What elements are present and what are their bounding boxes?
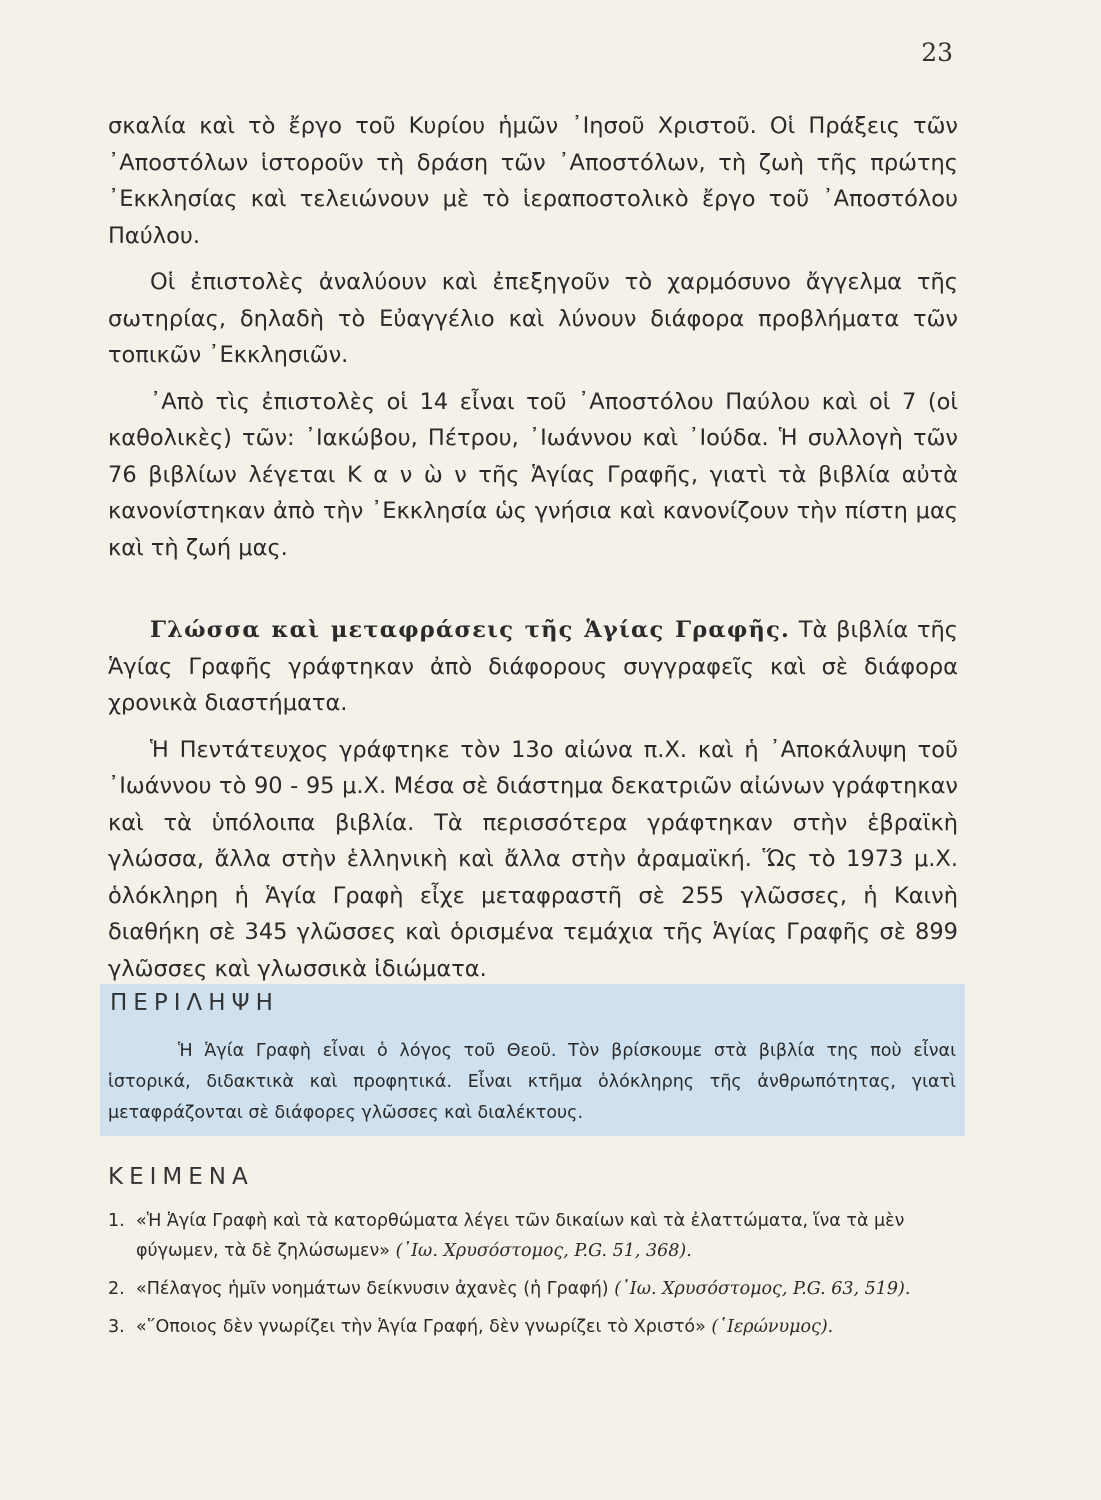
list-item bbox=[108, 1206, 966, 1266]
list-item-quote: «Πέλαγος ἡμῖν νοημάτων δείκνυσιν ἀχανὲς (ἡ Γραφή) bbox=[136, 1279, 609, 1299]
paragraph-languages bbox=[108, 612, 958, 722]
paragraph-languages-text: Τὰ βιβλία τῆς Ἁγίας Γραφῆς γράφτηκαν ἀπὸ διάφορους συγγραφεῖς καὶ σὲ διάφορα χρονικὰ διαστήματα. bbox=[108, 617, 959, 716]
paragraph-translations: Ἡ Πεντάτευχος γράφτηκε τὸν 13ο αἰώνα π.Χ. καὶ ἡ ᾿Αποκάλυψη τοῦ ᾿Ιωάννου τὸ 90 - 95 μ.Χ. Μέσα σὲ διάστημα δεκατριῶν αἰώνων γράφτηκαν καὶ τὰ ὑπόλοιπα βιβλία. Τὰ περισσότερα γράφτηκαν στὴν ἑβραϊκὴ γλώσσα, ἄλλα στὴν ἑλληνικὴ καὶ ἄλλα στὴν ἀραμαϊκή. Ὥς τὸ 1973 μ.Χ. ὁλόκληρη ἡ Ἁγία Γραφὴ εἶχε μεταφραστῆ σὲ 255 γλῶσσες, ἡ Καινὴ διαθήκη σὲ 345 γλῶσσες καὶ ὁρισμένα τεμάχια τῆς Ἁγίας Γραφῆς σὲ 899 γλῶσσες καὶ γλωσσικὰ ἰδιώματα. bbox=[108, 736, 958, 982]
texts-title: ΚΕΙΜΕΝΑ bbox=[108, 1164, 254, 1190]
section-heading: Γλώσσα καὶ μεταφράσεις τῆς Ἁγίας Γραφῆς. bbox=[150, 617, 790, 643]
texts-list bbox=[108, 1206, 966, 1350]
page-number: 23 bbox=[921, 38, 953, 67]
list-item-source: (᾿Ιω. Χρυσόστομος, P.G. 51, 368). bbox=[395, 1241, 692, 1261]
summary-text-content: Ἡ Ἁγία Γραφὴ εἶναι ὁ λόγος τοῦ Θεοῦ. Τὸν βρίσκουμε στὰ βιβλία της ποὺ εἶναι ἱστορικά, διδακτικὰ καὶ προφητικά. Εἶναι κτῆμα ὁλόκληρης τῆς ἀνθρωπότητας, γιατὶ μεταφράζονται σὲ διάφορες γλῶσσες καὶ διαλέκτους. bbox=[108, 1041, 956, 1123]
summary-title: ΠΕΡΙΛΗΨΗ bbox=[110, 990, 279, 1016]
list-item bbox=[108, 1274, 966, 1304]
paragraph-epistles: Οἱ ἐπιστολὲς ἀναλύουν καὶ ἐπεξηγοῦν τὸ χαρμόσυνο ἄγγελμα τῆς σωτηρίας, δηλαδὴ τὸ Εὐαγγέλιο καὶ λύνουν διάφορα προβλήματα τῶν τοπικῶν ᾿Εκκλησιῶν. bbox=[108, 269, 958, 368]
body-text bbox=[108, 108, 958, 987]
list-item-source: (᾿Ιω. Χρυσόστομος, P.G. 63, 519). bbox=[614, 1279, 911, 1299]
list-item-number: 2. bbox=[108, 1279, 125, 1299]
paragraph-canon: ᾿Απὸ τὶς ἐπιστολὲς οἱ 14 εἶναι τοῦ ᾿Αποστόλου Παύλου καὶ οἱ 7 (οἱ καθολικὲς) τῶν: ᾿Ιακώβου, Πέτρου, ᾿Ιωάννου καὶ ᾿Ιούδα. Ἡ συλλογὴ τῶν 76 βιβλίων λέγεται Κ α ν ὼ ν τῆς Ἁγίας Γραφῆς, γιατὶ τὰ βιβλία αὐτὰ κανονίστηκαν ἀπὸ τὴν ᾿Εκκλησία ὡς γνήσια καὶ κανονίζουν τὴν πίστη μας καὶ τὴ ζωή μας. bbox=[108, 388, 958, 561]
summary-box bbox=[100, 984, 965, 1136]
list-item-source: (῾Ιερώνυμος). bbox=[711, 1317, 834, 1337]
list-item-number: 3. bbox=[108, 1317, 125, 1337]
list-item-quote: «Ἡ Ἁγία Γραφὴ καὶ τὰ κατορθώματα λέγει τῶν δικαίων καὶ τὰ ἐλαττώματα, ἵνα τὰ μὲν φύγωμεν, τὰ δὲ ζηλώσωμεν» bbox=[136, 1211, 905, 1261]
list-item-quote: «῞Οποιος δὲν γνωρίζει τὴν Ἁγία Γραφή, δὲν γνωρίζει τὸ Χριστό» bbox=[136, 1317, 706, 1337]
list-item bbox=[108, 1312, 966, 1342]
paragraph-acts: σκαλία καὶ τὸ ἔργο τοῦ Κυρίου ἡμῶν ᾿Ιησοῦ Χριστοῦ. Οἱ Πράξεις τῶν ᾿Αποστόλων ἱστοροῦν τὴ δράση τῶν ᾿Αποστόλων, τὴ ζωὴ τῆς πρώτης ᾿Εκκλησίας καὶ τελειώνουν μὲ τὸ ἱεραποστολικὸ ἔργο τοῦ ᾿Αποστόλου Παύλου. bbox=[108, 113, 958, 249]
summary-text bbox=[108, 1036, 956, 1129]
list-item-number: 1. bbox=[108, 1211, 125, 1231]
